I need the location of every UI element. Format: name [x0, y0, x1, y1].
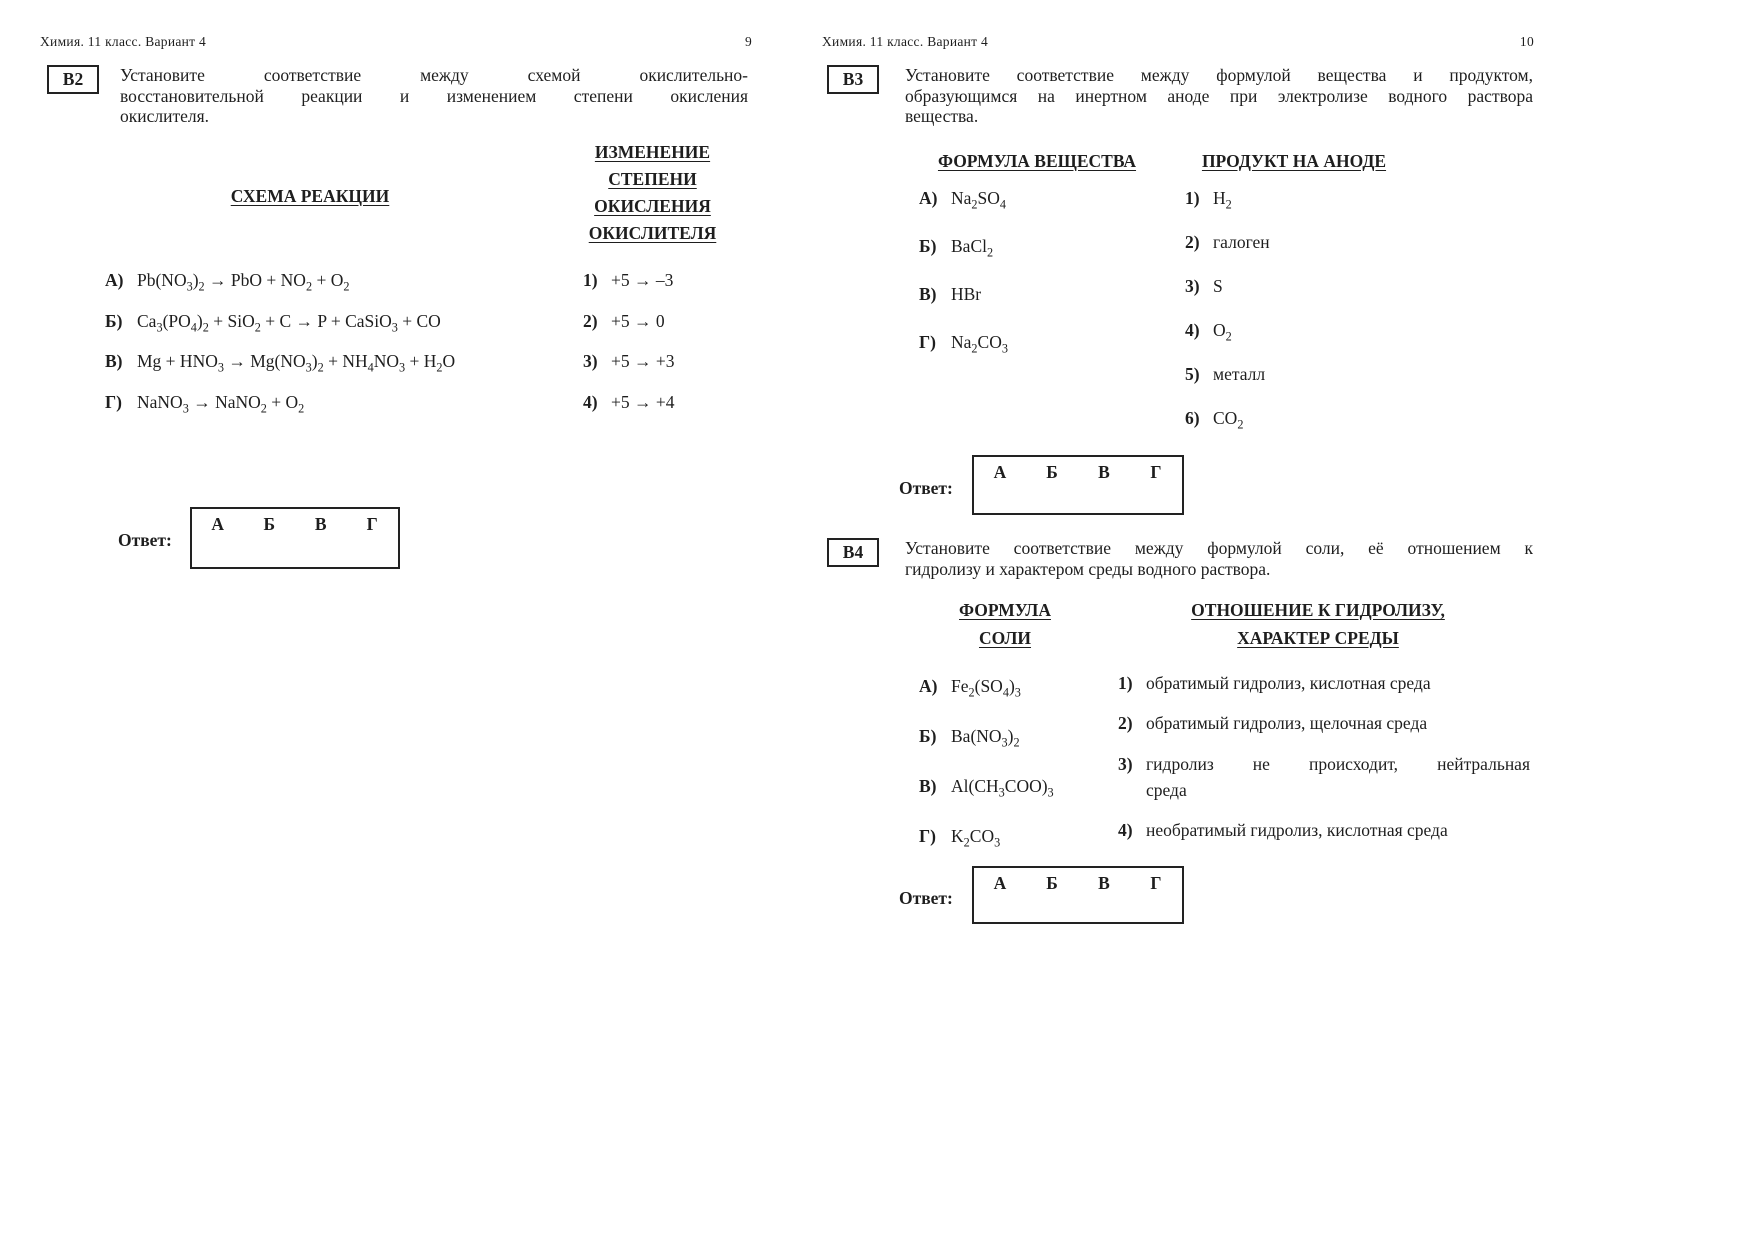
answer-column-letter: Б — [1046, 873, 1058, 893]
answer-column-letter: В — [1098, 462, 1110, 482]
answer-column-letter: Б — [1046, 462, 1058, 482]
column-header-text: ФОРМУЛА ВЕЩЕСТВА — [937, 151, 1137, 171]
task-b4-badge: В4 — [827, 538, 879, 567]
answer-label: Ответ: — [899, 888, 953, 908]
task-text-line: образующимся на инертном аноде при электролизе водного раствора — [905, 85, 1533, 106]
column-header-oxidation-change — [545, 139, 760, 247]
page-header-left — [40, 34, 752, 50]
option-number: 5) — [1185, 364, 1200, 384]
option-text: S — [1213, 276, 1223, 296]
column-header-text: ФОРМУЛА — [959, 600, 1051, 620]
option-item — [1185, 408, 1270, 432]
option-number: 4) — [1118, 820, 1133, 840]
answer-column-letter: А — [993, 873, 1007, 893]
answer-column-letter: Г — [1150, 462, 1162, 482]
chemical-formula: $Na_2SO_4$ — [951, 188, 1007, 212]
item-letter: Б) — [919, 726, 937, 746]
option-text-line: гидролиз не происходит, нейтральная — [1146, 754, 1530, 774]
match-item — [105, 351, 456, 375]
item-letter: Г) — [919, 826, 936, 846]
match-item — [105, 270, 455, 294]
match-item — [919, 776, 1054, 800]
column-header-text: СОЛИ — [978, 628, 1032, 648]
task-b2 — [47, 65, 748, 127]
option-item — [1118, 817, 1530, 843]
option-text: галоген — [1213, 232, 1270, 252]
chemical-formula: BaCl$_2$ — [951, 236, 994, 260]
task-text-line: окислителя. — [120, 106, 210, 126]
task-b4 — [827, 538, 1533, 579]
option-item — [583, 392, 675, 413]
chemical-formula: $Na_2CO_3$ — [951, 332, 1008, 356]
column-header-hydrolysis — [1140, 596, 1496, 652]
task-b3-text — [905, 65, 1533, 127]
option-text: +5 → +4 — [611, 391, 675, 412]
item-letter: Г) — [105, 391, 122, 412]
task-text-line: Установите соответствие между формулой вещества и продуктом, — [905, 65, 1533, 85]
option-number: 4) — [583, 391, 598, 412]
column-header-salt-formula — [922, 596, 1088, 652]
option-item — [1118, 710, 1530, 736]
match-item — [919, 236, 1008, 260]
task-b3 — [827, 65, 1533, 127]
chemical-formula: HBr — [951, 284, 982, 304]
answer-letter-row — [974, 868, 1182, 894]
option-text — [1146, 817, 1530, 843]
page-header-right — [822, 34, 1534, 50]
answer-column-letter: Г — [1150, 873, 1162, 893]
option-number: 3) — [1118, 754, 1133, 774]
option-item — [1185, 232, 1270, 253]
item-letter: А) — [105, 270, 124, 290]
answer-column-letter: А — [211, 514, 225, 534]
answer-label: Ответ: — [899, 478, 953, 498]
option-item — [1185, 320, 1270, 344]
option-number: 4) — [1185, 320, 1200, 340]
option-text: $O_2$ — [1213, 320, 1232, 344]
task-text-line: восстановительной реакции и изменением степени окисления — [120, 85, 748, 106]
option-text: +5 → 0 — [611, 310, 665, 331]
answer-letter-row — [974, 457, 1182, 483]
page-right — [822, 0, 1534, 1239]
header-title: Химия. 11 класс. Вариант 4 — [40, 34, 207, 49]
column-header-text: ОКИСЛИТЕЛЯ — [588, 223, 717, 243]
option-text-line: обратимый гидролиз, кислотная среда — [1146, 673, 1431, 693]
option-number: 1) — [583, 270, 598, 290]
item-letter: В) — [919, 776, 937, 796]
answer-label: Ответ: — [118, 530, 172, 550]
match-item — [105, 392, 455, 413]
option-number: 2) — [583, 310, 598, 331]
b4-salt-list — [919, 676, 1054, 850]
b2-reaction-list — [105, 270, 455, 413]
chemical-formula: NaNO$_3$ → NaNO$_2$ + $O_2$ — [137, 391, 305, 415]
item-letter: В) — [105, 351, 123, 371]
option-item — [1118, 670, 1530, 696]
answer-column-letter: А — [993, 462, 1007, 482]
chemical-formula: $Pb(NO_3)_2$ → PbO + $NO_2 + O_2$ — [137, 270, 350, 294]
b2-answer-box — [190, 507, 400, 569]
option-item — [583, 351, 675, 372]
column-header-text: ОКИСЛЕНИЯ — [594, 196, 711, 216]
match-item — [919, 826, 1054, 850]
chemical-formula: $Fe_2(SO_4)_3$ — [951, 676, 1021, 700]
task-text-line: гидролизу и характером среды водного раствора. — [905, 558, 1271, 579]
task-text-line: Установите соответствие между формулой соли, её отношением к — [905, 538, 1533, 558]
option-text — [1146, 670, 1530, 696]
chemical-formula: $K_2CO_3$ — [951, 826, 1001, 850]
match-item — [919, 676, 1054, 700]
page-left — [40, 0, 752, 1239]
option-number: 6) — [1185, 408, 1200, 428]
item-letter: А) — [919, 676, 938, 696]
column-header-text: СХЕМА РЕАКЦИИ — [230, 186, 390, 206]
task-b4-text — [905, 538, 1533, 579]
option-text: металл — [1213, 364, 1266, 384]
option-item — [583, 311, 675, 332]
item-letter: Б) — [919, 236, 937, 256]
option-item — [1185, 276, 1270, 297]
header-title: Химия. 11 класс. Вариант 4 — [822, 34, 989, 49]
item-letter: А) — [919, 188, 938, 208]
b2-option-list — [583, 270, 675, 413]
b4-answer-box — [972, 866, 1184, 924]
match-item — [919, 284, 1008, 305]
option-text-line: необратимый гидролиз, кислотная среда — [1146, 820, 1448, 840]
task-b2-badge: В2 — [47, 65, 99, 94]
option-item — [1118, 751, 1530, 803]
page-number: 10 — [1519, 34, 1534, 49]
column-header-text: ОТНОШЕНИЕ К ГИДРОЛИЗУ, — [1191, 600, 1445, 620]
answer-column-letter: В — [314, 514, 327, 534]
answer-column-letter: Б — [263, 514, 276, 534]
page-number: 9 — [744, 34, 752, 49]
option-number: 3) — [583, 351, 598, 371]
answer-column-letter: В — [1098, 873, 1110, 893]
task-text-line: Установите соответствие между схемой окислительно- — [120, 65, 748, 85]
option-number: 2) — [1118, 713, 1133, 733]
column-header-reaction-schema — [215, 183, 405, 210]
task-text-line: вещества. — [905, 106, 979, 126]
option-text: $CO_2$ — [1213, 408, 1244, 432]
option-number: 3) — [1185, 276, 1200, 296]
option-text-line: обратимый гидролиз, щелочная среда — [1146, 713, 1428, 733]
match-item — [919, 188, 1008, 212]
chemical-formula: $Mg + HNO_3 \to Mg(NO_3)_2 + NH_4NO_3 + H_2O$ — [137, 351, 456, 375]
chemical-formula: $Ba(NO_3)_2$ — [951, 726, 1020, 750]
option-number: 1) — [1185, 188, 1200, 208]
chemical-formula: $Al(CH_3COO)_3$ — [951, 776, 1054, 800]
chemical-formula: $Ca_3(PO_4)_2 + SiO_2 + C \to P$ + CaSiO$_3$ + CO — [137, 310, 441, 334]
column-header-anode-product — [1183, 148, 1405, 175]
option-item — [1185, 364, 1270, 385]
option-text — [1146, 710, 1530, 736]
option-item — [1185, 188, 1270, 212]
b3-product-list — [1185, 188, 1270, 432]
match-item — [105, 311, 455, 332]
option-text: +5 → –3 — [611, 270, 674, 290]
option-number: 1) — [1118, 673, 1133, 693]
item-letter: Б) — [105, 310, 123, 331]
b3-substance-list — [919, 188, 1008, 356]
b3-answer-box — [972, 455, 1184, 515]
column-header-text: ИЗМЕНЕНИЕ — [594, 142, 711, 162]
item-letter: В) — [919, 284, 937, 304]
answer-column-letter: Г — [366, 514, 378, 534]
task-b3-badge: В3 — [827, 65, 879, 94]
column-header-text: СТЕПЕНИ — [608, 169, 697, 189]
option-number: 2) — [1185, 232, 1200, 252]
item-letter: Г) — [919, 332, 936, 352]
answer-letter-row — [192, 509, 398, 535]
option-item — [583, 270, 675, 291]
option-text: +5 → +3 — [611, 351, 675, 371]
option-text: $H_2$ — [1213, 188, 1232, 212]
option-text — [1146, 751, 1530, 803]
column-header-text: ХАРАКТЕР СРЕДЫ — [1237, 628, 1399, 648]
match-item — [919, 332, 1008, 356]
column-header-substance-formula — [917, 148, 1157, 175]
option-text-line: среда — [1146, 780, 1187, 800]
column-header-text: ПРОДУКТ НА АНОДЕ — [1201, 151, 1387, 171]
match-item — [919, 726, 1054, 750]
task-b2-text — [120, 65, 748, 127]
